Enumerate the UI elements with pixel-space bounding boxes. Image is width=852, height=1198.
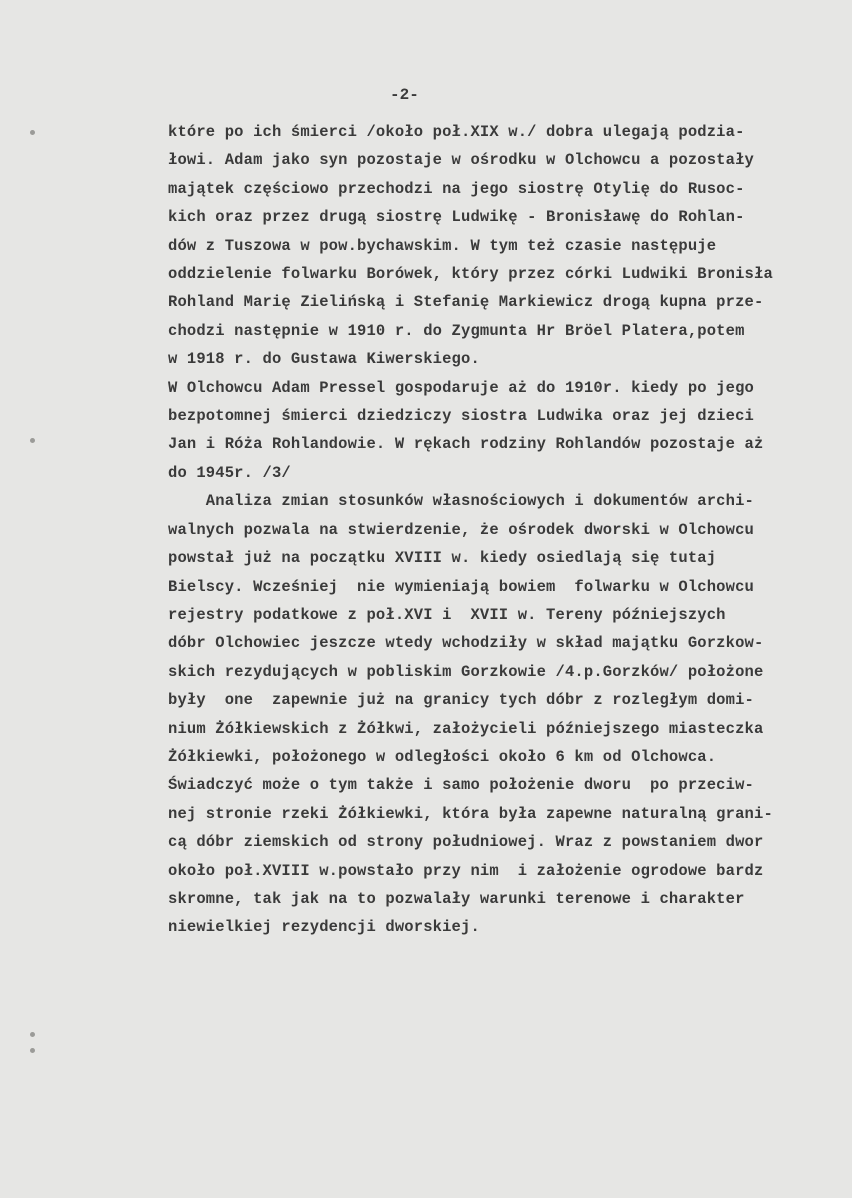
punch-hole-mark [30, 1032, 35, 1037]
text-line: Bielscy. Wcześniej nie wymieniają bowiem folwarku w Olchowcu [168, 577, 754, 596]
text-line: dów z Tuszowa w pow.bychawskim. W tym też czasie następuje [168, 236, 717, 255]
text-line: Żółkiewki, położonego w odległości około 6 km od Olchowca. [168, 747, 717, 766]
text-line: łowi. Adam jako syn pozostaje w ośrodku w Olchowcu a pozostały [168, 151, 754, 170]
text-line: dóbr Olchowiec jeszcze wtedy wchodziły w skład majątku Gorzkow- [168, 634, 764, 653]
body-text [168, 118, 844, 942]
text-line: skich rezydujących w pobliskim Gorzkowie /4.p.Gorzków/ położone [168, 662, 764, 681]
text-line: około poł.XVIII w.powstało przy nim i założenie ogrodowe bardz [168, 861, 764, 880]
text-line: W Olchowcu Adam Pressel gospodaruje aż do 1910r. kiedy po jego [168, 378, 754, 397]
text-line: były one zapewnie już na granicy tych dóbr z rozległym domi- [168, 691, 754, 710]
text-line: bezpotomnej śmierci dziedziczy siostra Ludwika oraz jej dzieci [168, 407, 754, 426]
text-line: do 1945r. /3/ [168, 463, 291, 482]
text-line: Jan i Róża Rohlandowie. W rękach rodziny Rohlandów pozostaje aż [168, 435, 764, 454]
text-line: powstał już na początku XVIII w. kiedy osiedlają się tutaj [168, 549, 717, 568]
text-line: Rohland Marię Zielińską i Stefanię Markiewicz drogą kupna prze- [168, 293, 764, 312]
text-line: oddzielenie folwarku Borówek, który przez córki Ludwiki Bronisła [168, 265, 773, 284]
text-line: rejestry podatkowe z poł.XVI i XVII w. Tereny późniejszych [168, 605, 726, 624]
text-line: nium Żółkiewskich z Żółkwi, założycieli późniejszego miasteczka [168, 719, 764, 738]
text-line: kich oraz przez drugą siostrę Ludwikę - Bronisławę do Rohlan- [168, 208, 745, 227]
text-line: skromne, tak jak na to pozwalały warunki terenowe i charakter [168, 889, 745, 908]
punch-hole-mark [30, 1048, 35, 1053]
text-line: Świadczyć może o tym także i samo położenie dworu po przeciw- [168, 776, 754, 795]
page-number: -2- [390, 86, 419, 104]
text-line: cą dóbr ziemskich od strony południowej. Wraz z powstaniem dwor [168, 833, 764, 852]
text-line: niewielkiej rezydencji dworskiej. [168, 918, 480, 937]
text-line: w 1918 r. do Gustawa Kiwerskiego. [168, 350, 480, 369]
punch-hole-mark [30, 438, 35, 443]
text-line: chodzi następnie w 1910 r. do Zygmunta Hr Brӧel Platera,potem [168, 321, 745, 340]
text-line: Analiza zmian stosunków własnościowych i dokumentów archi- [168, 492, 754, 511]
text-line: majątek częściowo przechodzi na jego siostrę Otylię do Rusoc- [168, 179, 745, 198]
text-line: walnych pozwala na stwierdzenie, że ośrodek dworski w Olchowcu [168, 520, 754, 539]
text-line: nej stronie rzeki Żółkiewki, która była zapewne naturalną grani- [168, 804, 773, 823]
punch-hole-mark [30, 130, 35, 135]
text-line: które po ich śmierci /około poł.XIX w./ dobra ulegają podzia- [168, 123, 745, 141]
